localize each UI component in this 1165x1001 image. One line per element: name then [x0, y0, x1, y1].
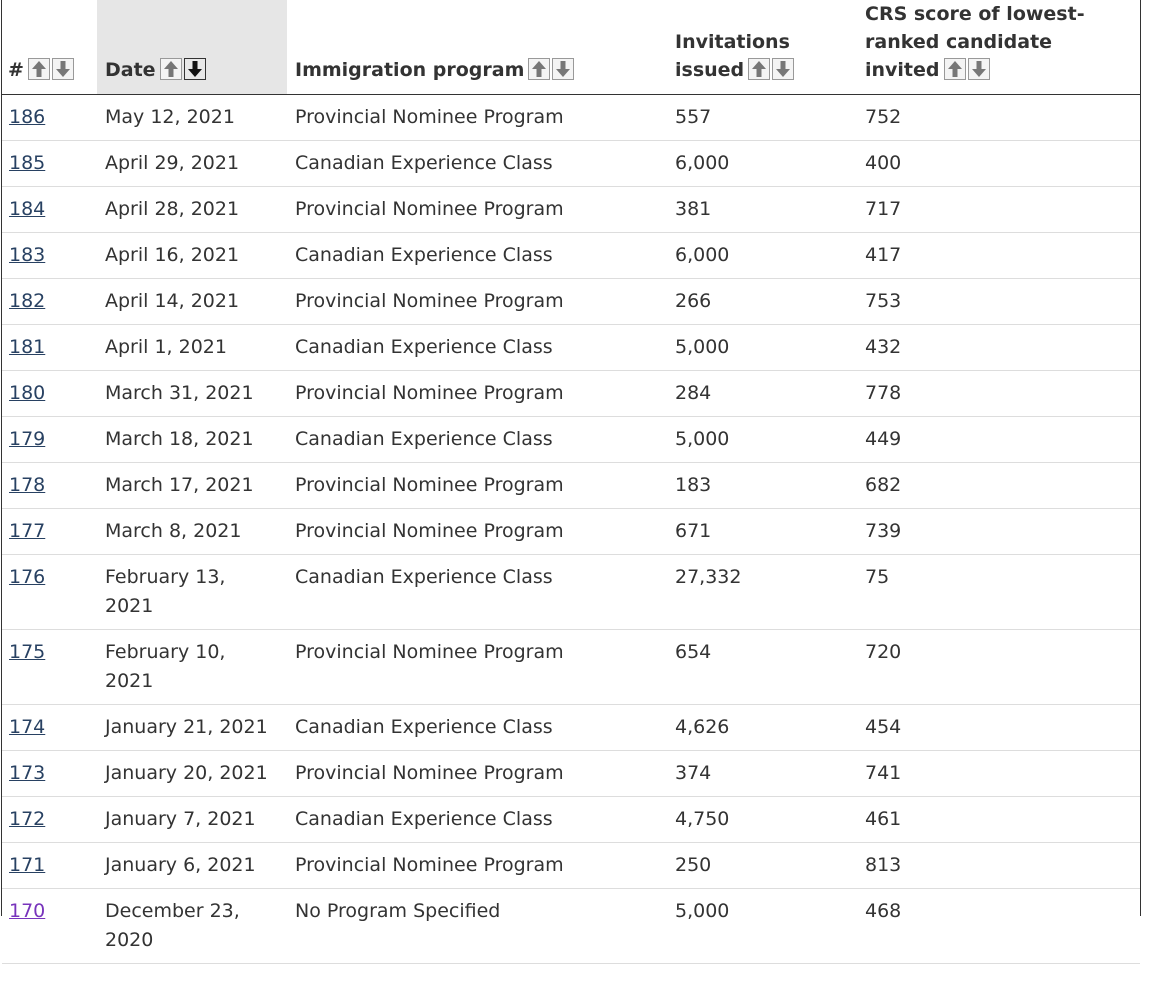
invitations-cell: 557	[667, 95, 857, 141]
column-header-number-label: #	[8, 59, 24, 81]
rounds-table-container	[1, 0, 1141, 951]
program-cell: Provincial Nominee Program	[287, 843, 667, 889]
date-cell: December 23, 2020	[97, 889, 287, 964]
round-number-link[interactable]: 180	[9, 382, 46, 404]
round-number-cell	[2, 141, 97, 187]
round-number-cell	[2, 843, 97, 889]
round-number-cell	[2, 417, 97, 463]
round-number-cell	[2, 279, 97, 325]
round-number-link[interactable]: 174	[9, 716, 46, 738]
crs-score-cell: 739	[857, 509, 1140, 555]
arrow-up-icon[interactable]	[160, 58, 182, 80]
round-number-link[interactable]: 173	[9, 762, 46, 784]
program-cell: Canadian Experience Class	[287, 705, 667, 751]
round-number-link[interactable]: 177	[9, 520, 46, 542]
crs-score-cell: 75	[857, 555, 1140, 630]
program-cell: Provincial Nominee Program	[287, 751, 667, 797]
sort-controls-date	[160, 58, 206, 80]
sort-controls-crs	[944, 58, 990, 80]
round-number-link[interactable]: 170	[9, 900, 46, 922]
date-cell: January 21, 2021	[97, 705, 287, 751]
round-number-link[interactable]: 185	[9, 152, 46, 174]
program-cell: Canadian Experience Class	[287, 233, 667, 279]
date-cell: January 6, 2021	[97, 843, 287, 889]
round-number-cell	[2, 95, 97, 141]
table-row	[2, 843, 1140, 889]
table-row	[2, 630, 1140, 705]
program-cell: Provincial Nominee Program	[287, 630, 667, 705]
arrow-up-icon[interactable]	[528, 58, 550, 80]
crs-score-cell: 417	[857, 233, 1140, 279]
invitations-cell: 6,000	[667, 141, 857, 187]
crs-score-cell: 753	[857, 279, 1140, 325]
arrow-up-icon[interactable]	[28, 58, 50, 80]
column-header-date	[97, 0, 287, 95]
column-header-number	[2, 0, 97, 95]
date-cell: April 28, 2021	[97, 187, 287, 233]
column-header-program	[287, 0, 667, 95]
table-row	[2, 325, 1140, 371]
invitations-cell: 27,332	[667, 555, 857, 630]
round-number-link[interactable]: 178	[9, 474, 46, 496]
round-number-cell	[2, 371, 97, 417]
arrow-down-icon[interactable]	[772, 58, 794, 80]
invitations-cell: 381	[667, 187, 857, 233]
invitations-cell: 250	[667, 843, 857, 889]
round-number-cell	[2, 889, 97, 964]
arrow-down-icon[interactable]	[184, 58, 206, 80]
invitations-cell: 5,000	[667, 417, 857, 463]
round-number-link[interactable]: 183	[9, 244, 46, 266]
invitations-cell: 183	[667, 463, 857, 509]
column-header-invitations	[667, 0, 857, 95]
invitations-cell: 654	[667, 630, 857, 705]
round-number-link[interactable]: 184	[9, 198, 46, 220]
round-number-link[interactable]: 175	[9, 641, 46, 663]
arrow-down-icon[interactable]	[552, 58, 574, 80]
invitations-cell: 5,000	[667, 889, 857, 964]
program-cell: Provincial Nominee Program	[287, 509, 667, 555]
program-cell: Provincial Nominee Program	[287, 279, 667, 325]
invitations-cell: 4,626	[667, 705, 857, 751]
round-number-link[interactable]: 181	[9, 336, 46, 358]
date-cell: March 31, 2021	[97, 371, 287, 417]
program-cell: Canadian Experience Class	[287, 555, 667, 630]
program-cell: Provincial Nominee Program	[287, 371, 667, 417]
table-row	[2, 141, 1140, 187]
round-number-cell	[2, 751, 97, 797]
table-row	[2, 751, 1140, 797]
round-number-link[interactable]: 186	[9, 106, 46, 128]
crs-score-cell: 461	[857, 797, 1140, 843]
column-header-crs-line2: ranked candidate	[865, 31, 1053, 53]
column-header-invitations-line2: issued	[675, 59, 745, 81]
sort-controls-number	[28, 58, 74, 80]
crs-score-cell: 720	[857, 630, 1140, 705]
table-row	[2, 187, 1140, 233]
table-header-row	[2, 0, 1140, 95]
table-row	[2, 371, 1140, 417]
date-cell: April 1, 2021	[97, 325, 287, 371]
column-header-invitations-line1: Invitations	[675, 31, 790, 53]
round-number-link[interactable]: 172	[9, 808, 46, 830]
column-header-date-label: Date	[105, 59, 156, 81]
round-number-cell	[2, 630, 97, 705]
date-cell: April 14, 2021	[97, 279, 287, 325]
program-cell: Canadian Experience Class	[287, 797, 667, 843]
program-cell: Canadian Experience Class	[287, 417, 667, 463]
round-number-link[interactable]: 176	[9, 566, 46, 588]
table-row	[2, 889, 1140, 964]
program-cell: Provincial Nominee Program	[287, 187, 667, 233]
crs-score-cell: 752	[857, 95, 1140, 141]
crs-score-cell: 813	[857, 843, 1140, 889]
table-row	[2, 417, 1140, 463]
program-cell: Provincial Nominee Program	[287, 463, 667, 509]
date-cell: March 17, 2021	[97, 463, 287, 509]
table-row	[2, 705, 1140, 751]
round-number-cell	[2, 463, 97, 509]
invitations-cell: 266	[667, 279, 857, 325]
table-row	[2, 509, 1140, 555]
round-number-cell	[2, 233, 97, 279]
round-number-cell	[2, 325, 97, 371]
crs-score-cell: 432	[857, 325, 1140, 371]
crs-score-cell: 454	[857, 705, 1140, 751]
table-row	[2, 95, 1140, 141]
date-cell: March 18, 2021	[97, 417, 287, 463]
invitations-cell: 671	[667, 509, 857, 555]
invitations-cell: 374	[667, 751, 857, 797]
date-cell: February 13, 2021	[97, 555, 287, 630]
table-row	[2, 279, 1140, 325]
crs-score-cell: 468	[857, 889, 1140, 964]
table-row	[2, 463, 1140, 509]
arrow-up-icon[interactable]	[748, 58, 770, 80]
round-number-cell	[2, 705, 97, 751]
round-number-link[interactable]: 179	[9, 428, 46, 450]
date-cell: April 16, 2021	[97, 233, 287, 279]
crs-score-cell: 741	[857, 751, 1140, 797]
date-cell: March 8, 2021	[97, 509, 287, 555]
crs-score-cell: 682	[857, 463, 1140, 509]
crs-score-cell: 449	[857, 417, 1140, 463]
program-cell: Provincial Nominee Program	[287, 95, 667, 141]
date-cell: January 20, 2021	[97, 751, 287, 797]
invitations-cell: 5,000	[667, 325, 857, 371]
column-header-crs	[857, 0, 1140, 95]
date-cell: May 12, 2021	[97, 95, 287, 141]
round-number-link[interactable]: 182	[9, 290, 46, 312]
round-number-cell	[2, 797, 97, 843]
round-number-cell	[2, 509, 97, 555]
column-header-program-label: Immigration program	[295, 59, 525, 81]
program-cell: Canadian Experience Class	[287, 325, 667, 371]
round-number-cell	[2, 187, 97, 233]
round-number-cell	[2, 555, 97, 630]
arrow-down-icon[interactable]	[968, 58, 990, 80]
column-header-crs-line1: CRS score of lowest-	[865, 3, 1085, 25]
sort-controls-program	[528, 58, 574, 80]
rounds-table	[2, 0, 1140, 964]
arrow-down-icon[interactable]	[52, 58, 74, 80]
program-cell: No Program Specified	[287, 889, 667, 964]
invitations-cell: 284	[667, 371, 857, 417]
crs-score-cell: 400	[857, 141, 1140, 187]
table-row	[2, 797, 1140, 843]
arrow-up-icon[interactable]	[944, 58, 966, 80]
table-row	[2, 233, 1140, 279]
date-cell: April 29, 2021	[97, 141, 287, 187]
program-cell: Canadian Experience Class	[287, 141, 667, 187]
crs-score-cell: 778	[857, 371, 1140, 417]
table-row	[2, 555, 1140, 630]
date-cell: February 10, 2021	[97, 630, 287, 705]
column-header-crs-line3: invited	[865, 59, 940, 81]
round-number-link[interactable]: 171	[9, 854, 46, 876]
date-cell: January 7, 2021	[97, 797, 287, 843]
invitations-cell: 6,000	[667, 233, 857, 279]
crs-score-cell: 717	[857, 187, 1140, 233]
sort-controls-invitations	[748, 58, 794, 80]
invitations-cell: 4,750	[667, 797, 857, 843]
